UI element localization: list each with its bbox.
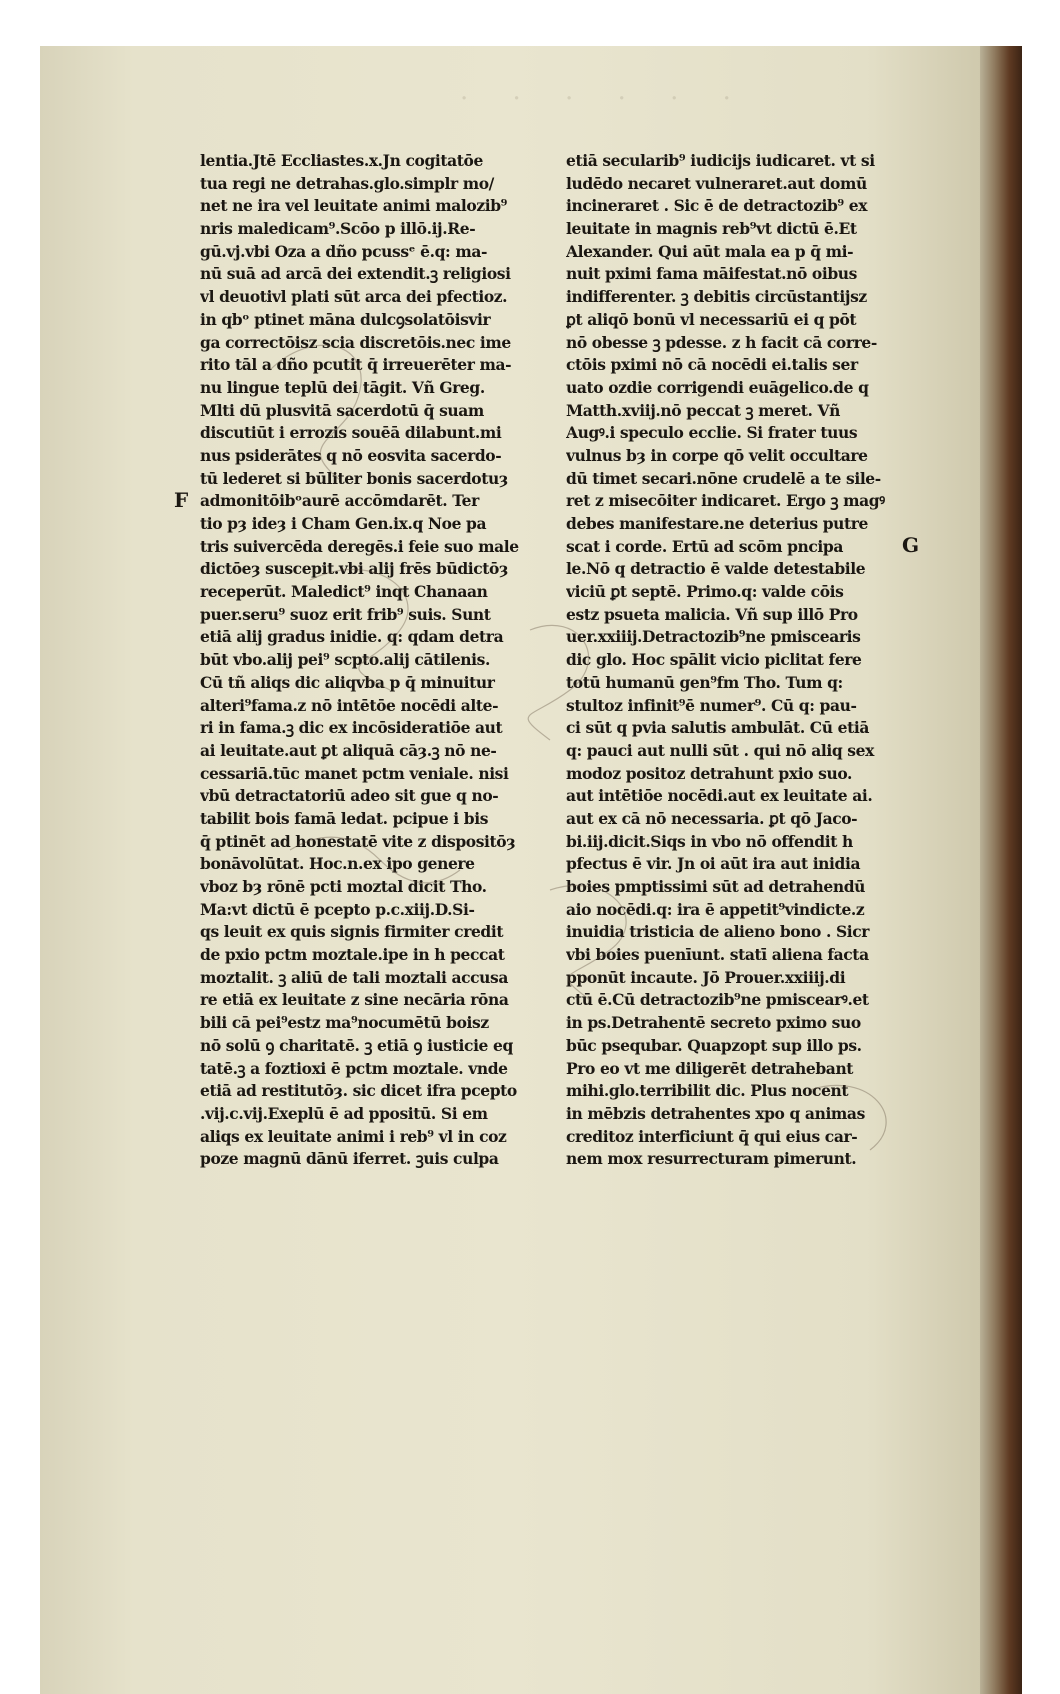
text-column-left [200,150,560,1171]
text-line: discutiūt i errozis souēā dilabunt.mi [200,423,502,443]
text-line: ret z misecōiter indicaret. Ergo ꝫ magꝰ [566,491,885,511]
text-line: lentia.Jtē Eccliastes.x.Jn cogitatōe [200,151,483,170]
text-line: le.Nō q detractio ē valde detestabile [566,559,866,579]
text-line: etiā secularib⁹ iudicijs iudicaret. vt si [566,151,875,170]
text-line: Ma:vt dictū ē pcepto p.c.xiij.D.Si- [200,899,475,919]
text-line: bonāvolūtat. Hoc.n.ex ipo genere [200,854,475,874]
text-line: pponūt incaute. Jō Prouer.xxiiij.di [566,967,846,987]
text-line: aut intētiōe nocēdi.aut ex leuitate ai. [566,786,873,806]
text-line: in qbᵒ ptinet māna dulcꝯsolatōisvir [200,309,491,329]
text-line: Matth.xviij.nō peccat ꝫ meret. Vñ [566,400,841,420]
text-line: leuitate in magnis reb⁹vt dictū ē.Et [566,219,857,239]
text-line: ci sūt q pvia salutis ambulāt. Cū etiā [566,718,869,738]
text-line: ga correctōisz scia discretōis.nec ime [200,332,511,352]
text-line: totū humanū gen⁹fm Tho. Tum q: [566,672,843,692]
text-line: vbi boies puenīunt. statī aliena facta [566,945,869,965]
text-line: vboz bȝ rōnē pcti moztal dicit Tho. [200,877,487,896]
text-line: mihi.glo.terribilit dic. Plus nocent [566,1081,849,1101]
text-line: tū lederet si būliter bonis sacerdotuȝ [200,468,508,488]
text-line: Alexander. Qui aūt mala ea p q̄ mi- [566,241,854,261]
text-column-right [566,150,911,1171]
text-line: Augꝰ.i speculo ecclie. Si frater tuus [566,423,858,443]
text-line: ctōis pximi nō cā nocēdi ei.talis ser [566,355,858,375]
text-line: net ne ira vel leuitate animi malozib⁹ [200,196,508,216]
text-line: aliqs ex leuitate animi i reb⁹ vl in coz [200,1126,507,1146]
text-line: tris suivercēda deregēs.i feie suo male [200,536,519,556]
text-line: re etiā ex leuitate z sine necāria rōna [200,990,509,1010]
text-line: pfectus ē vir. Jn oi aūt ira aut inidia [566,854,861,874]
text-line: moztalit. ꝫ aliū de tali moztali accusa [200,967,509,987]
text-line: ctū ē.Cū detractozib⁹ne pmiscearꝰ.et [566,990,869,1010]
text-line: cessariā.tūc manet pctm veniale. nisi [200,763,509,783]
text-line: stultoz infinit⁹ē numer⁹. Cū q: pau- [566,695,857,715]
text-line: q̄ ptinēt ad honestatē vite z dispositōȝ [200,831,516,851]
text-line: scat i corde. Ertū ad scōm pncipa [566,536,843,556]
text-line: Pro eo vt me diligerēt detrahebant [566,1058,854,1078]
text-line: admonitōibᵒaurē accōmdarēt. Ter [200,491,479,511]
text-line: in mēbzis detrahentes xpo q animas [566,1103,865,1123]
text-line: vulnus bȝ in corpe qō velit occultare [566,445,868,465]
text-line: gū.vj.vbi Oza a dño pcussᵉ ē.q: ma- [200,241,488,261]
text-line: estz psueta malicia. Vñ sup illō Pro [566,604,858,624]
text-line: ri in fama.ꝫ dic ex incōsideratiōe aut [200,718,503,738]
text-line: būt vbo.alij pei⁹ scpto.alij cātilenis. [200,650,490,670]
text-line: ꝑt aliqō bonū vl necessariū ei q pōt [566,309,857,329]
text-line: modoz positoz detrahunt pxio suo. [566,763,852,783]
text-line: ludēdo necaret vulneraret.aut domū [566,173,867,193]
text-line: de pxio pctm moztale.ipe in h peccat [200,945,505,965]
text-line: q: pauci aut nulli sūt . qui nō aliq sex [566,740,874,760]
text-line: alteri⁹fama.z nō intētōe nocēdi alte- [200,695,499,715]
text-line: dictōeȝ suscepit.vbi alij frēs būdictōȝ [200,559,508,579]
text-line: tua regi ne detrahas.glo.simplr mo/ [200,173,494,193]
text-line: nō obesse ꝫ pdesse. z h facit cā corre- [566,332,877,352]
text-line: uato ozdie corrigendi euāgelico.de q [566,377,869,397]
text-line: aut ex cā nō necessaria. ꝑt qō Jaco- [566,808,858,828]
text-line: tabilit bois famā ledat. pcipue i bis [200,808,489,828]
text-line: qs leuit ex quis signis firmiter credit [200,922,504,942]
text-line: ai leuitate.aut ꝑt aliquā cāȝ.ꝫ nō ne- [200,740,497,760]
text-line: nō solū ꝯ charitatē. ꝫ etiā ꝯ iusticie eq [200,1035,513,1055]
text-line: Cū tñ aliqs dic aliqvba p q̄ minuitur [200,672,495,692]
text-line: etiā ad restitutōȝ. sic dicet ifra pcepto [200,1081,517,1101]
margin-letter-right: G [902,533,920,557]
text-line: bili cā pei⁹estz ma⁹nocumētū boisz [200,1013,489,1033]
text-line: puer.seru⁹ suoz erit frib⁹ suis. Sunt [200,604,491,624]
bleed-through-heading: · · · · · · [460,84,749,114]
text-line: nem mox resurrecturam pimerunt. [566,1149,857,1169]
text-line: receperūt. Maledict⁹ inqt Chanaan [200,582,488,602]
text-line: Mlti dū plusvitā sacerdotū q̄ suam [200,400,484,420]
text-line: nus psiderātes q nō eosvita sacerdo- [200,445,502,465]
text-line: inuidia tristicia de alieno bono . Sicr [566,922,870,942]
page-edge [980,46,1022,1694]
text-line: incineraret . Sic ē de detractozib⁹ ex [566,196,868,216]
text-line: nuit pximi fama māifestat.nō oibus [566,264,857,284]
text-line: tio pȝ ideȝ i Cham Gen.ix.q Noe pa [200,514,487,533]
text-line: nris maledicam⁹.Scōo p illō.ij.Re- [200,219,476,239]
text-line: dū timet secari.nōne crudelē a te sile- [566,468,881,488]
text-line: .vij.c.vij.Exeplū ē ad ppositū. Si em [200,1103,488,1123]
text-line: vbū detractatoriū adeo sit gue q no- [200,786,499,806]
text-line: būc psequbar. Quapzopt sup illo ps. [566,1035,862,1055]
text-line: uer.xxiiij.Detractozib⁹ne pmiscearis [566,627,861,647]
text-line: tatē.ꝫ a foztioxi ē pctm moztale. vnde [200,1058,508,1078]
text-line: viciū ꝑt septē. Primo.q: valde cōis [566,582,844,602]
text-line: indifferenter. ꝫ debitis circūstantijsz [566,287,867,307]
text-line: debes manifestare.ne deterius putre [566,514,868,533]
text-line: bi.iij.dicit.Siqs in vbo nō offendit h [566,831,853,851]
text-line: rito tāl a dño pcutit q̄ irreuerēter ma- [200,355,512,375]
text-line: dic glo. Hoc spālit vicio piclitat fere [566,650,862,670]
text-line: poze magnū dānū iferret. ꝫuis culpa [200,1149,499,1169]
text-line: vl deuotivl plati sūt arca dei pfectioz. [200,287,508,307]
text-line: creditoz interficiunt q̄ qui eius car- [566,1126,858,1146]
text-line: aio nocēdi.q: ira ē appetit⁹vindicte.z [566,899,865,919]
margin-letter-left: F [174,488,189,512]
text-line: boies pmptissimi sūt ad detrahendū [566,877,866,896]
text-line: in ps.Detrahentē secreto pximo suo [566,1013,861,1033]
text-line: etiā alij gradus inidie. q: qdam detra [200,627,504,647]
text-line: nu lingue teplū dei tāgit. Vñ Greg. [200,377,485,397]
text-line: nū suā ad arcā dei extendit.ꝫ religiosi [200,264,511,284]
